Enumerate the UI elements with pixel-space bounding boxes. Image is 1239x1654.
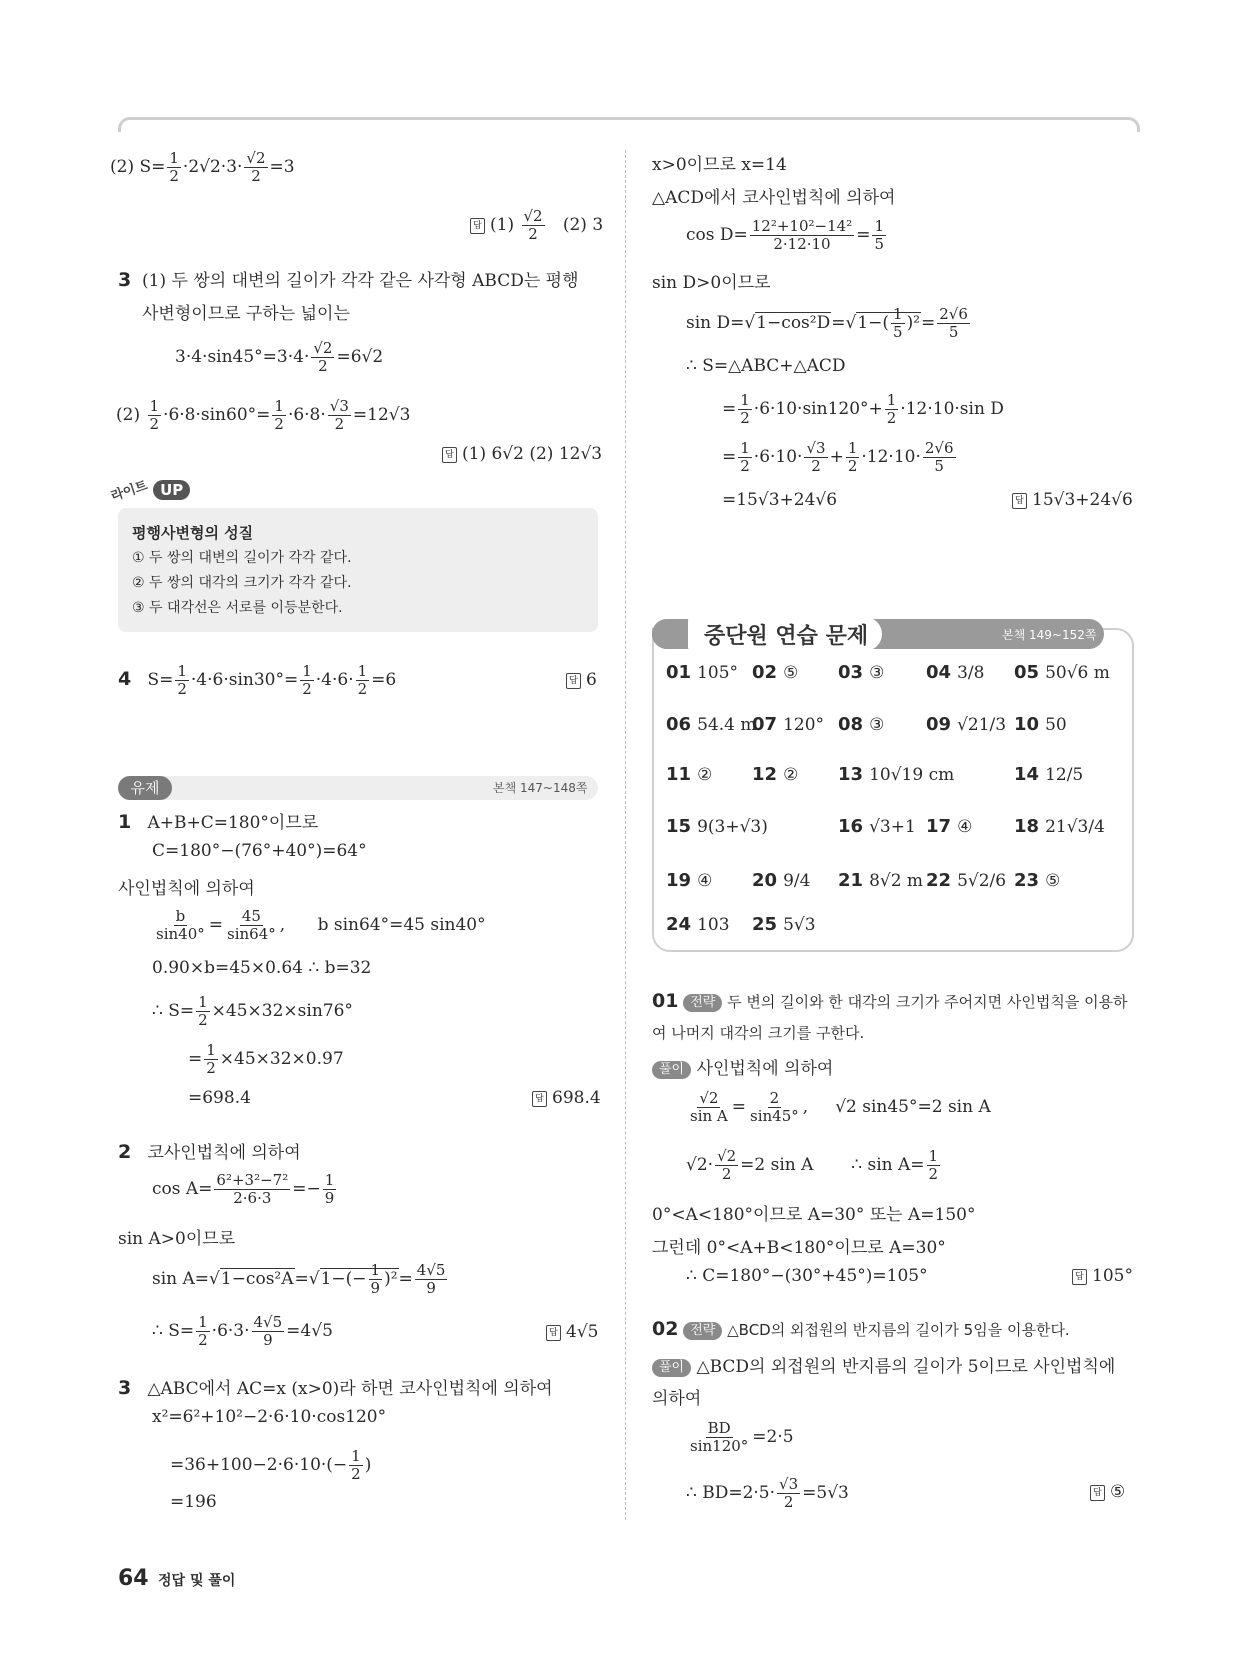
- answer-item: 01 105°: [666, 662, 739, 683]
- answer-item: 05 50√6 m: [1014, 662, 1110, 683]
- s02-strategy: 02 전략 △BCD의 외접원의 반지름의 길이가 5임을 이용한다.: [652, 1318, 1070, 1340]
- y1-line6: ∴ S= $\frac{1}{2}$ ×45×32×sin76°: [152, 993, 353, 1029]
- q4-answer: 답 6: [566, 670, 597, 690]
- answer-item: 06 54.4 m: [666, 714, 757, 735]
- s01-line4: 그런데 0°<A+B<180°이므로 A=30°: [652, 1238, 946, 1258]
- r-answer: 답 15√3+24√6: [1012, 490, 1133, 510]
- answer-item: 24 103: [666, 914, 730, 935]
- y2-answer: 답 4√5: [546, 1322, 598, 1342]
- y2-line1: 2 코사인법칙에 의하여: [118, 1141, 301, 1163]
- y2-line3: sin A>0이므로: [118, 1229, 236, 1249]
- s02-eq2: ∴ BD=2·5· $\frac{√3}{2}$ =5√3: [686, 1475, 849, 1511]
- y1-line1: 1 A+B+C=180°이므로: [118, 811, 319, 833]
- y1-line8: =698.4: [188, 1088, 251, 1108]
- answer-item: 18 21√3/4: [1014, 816, 1105, 837]
- s01-strategy2: 여 나머지 대각의 크기를 구한다.: [652, 1024, 865, 1042]
- answer-item: 11 ②: [666, 764, 713, 785]
- y1-line5: 0.90×b=45×0.64 ∴ b=32: [152, 958, 372, 978]
- q3-line4: (2) $\frac{1}{2}$ ·6·8·sin60°= $\frac{1}{2}$ ·6·8· $\frac{√3}{2}$ =12√3: [116, 397, 411, 433]
- footer-label: 정답 및 풀이: [158, 1573, 236, 1589]
- y3-line2: x²=6²+10²−2·6·10·cos120°: [152, 1407, 387, 1427]
- r-line1: x>0이므로 x=14: [652, 155, 787, 175]
- answer-item: 21 8√2 m: [838, 870, 924, 891]
- q4-line: 4 S= $\frac{1}{2}$ ·4·6·sin30°= $\frac{1}{2}$ ·4·6· $\frac{1}{2}$ =6: [118, 662, 397, 698]
- tip-title: 평행사변형의 성질: [132, 524, 254, 542]
- r-line6: ∴ S=△ABC+△ACD: [686, 356, 846, 376]
- q3-line1: 3 (1) 두 쌍의 대변의 길이가 각각 같은 사각형 ABCD는 평행: [118, 269, 579, 291]
- top-border: [118, 117, 1140, 132]
- section-header: [652, 617, 1104, 651]
- answer-item: 23 ⑤: [1014, 870, 1061, 891]
- r-line9: =15√3+24√6: [722, 490, 838, 510]
- s01-sol: 풀이 사인법칙에 의하여: [652, 1054, 833, 1079]
- answer-item: 16 √3+1: [838, 816, 916, 837]
- answer-item: 17 ④: [926, 816, 973, 837]
- s02-answer: 답 ⑤: [1090, 1482, 1125, 1502]
- answer-item: 22 5√2/6: [926, 870, 1007, 891]
- s01-strategy: 01 전략 두 변의 길이와 한 대각의 크기가 주어지면 사인법칙을 이용하: [652, 990, 1128, 1012]
- s01-line3: 0°<A<180°이므로 A=30° 또는 A=150°: [652, 1205, 976, 1225]
- answer-item: 04 3/8: [926, 662, 985, 683]
- s01-eq1: $\frac{√2}{\text{sin A}}$ = $\frac{2}{\sin 45^\circ}$ , √2 sin45°=2 sin A: [690, 1089, 991, 1125]
- y2-line2: cos A= $\frac{\text{6²+3²−7²}}{2\cdot 6\cdot 3}$ =− $\frac{1}{9}$: [152, 1171, 335, 1207]
- answer-item: 08 ③: [838, 714, 885, 735]
- r-line3: cos D= $\frac{\text{12²+10²−14²}}{2\cdot 12\cdot 10}$ = $\frac{1}{5}$: [686, 217, 884, 253]
- s01-line5: ∴ C=180°−(30°+45°)=105°: [686, 1266, 928, 1286]
- y2-line5: ∴ S= $\frac{1}{2}$ ·6·3· $\frac{4√5}{9}$ =4√5: [152, 1313, 333, 1349]
- y3-line4: =196: [170, 1492, 217, 1512]
- y3-line1: 3 △ABC에서 AC=x (x>0)라 하면 코사인법칙에 의하여: [118, 1377, 553, 1399]
- r-line4: sin D>0이므로: [652, 273, 771, 293]
- q3-line2: 사변형이므로 구하는 넓이는: [142, 304, 350, 324]
- y1-line7: = $\frac{1}{2}$ ×45×32×0.97: [188, 1041, 344, 1077]
- tip-item: ③ 두 대각선은 서로를 이등분한다.: [132, 600, 343, 616]
- page-footer: [118, 1566, 235, 1591]
- section-ref: 본책 149~152쪽: [1002, 628, 1097, 642]
- answer-item: 07 120°: [752, 714, 825, 735]
- r-line2: △ACD에서 코사인법칙에 의하여: [652, 188, 896, 208]
- s02-sol: 풀이 △BCD의 외접원의 반지름의 길이가 5이므로 사인법칙에: [652, 1352, 1115, 1377]
- s02-sol2: 의하여: [652, 1389, 702, 1409]
- yuje-ref: 본책 147~148쪽: [493, 781, 588, 795]
- answer-item: 19 ④: [666, 870, 713, 891]
- p2-line: (2) S= $\frac{1}{2}$ ·2√2·3· $\frac{√2}{2}$ =3: [110, 149, 295, 185]
- y1-line4: $\frac{b}{\sin 40^\circ}$ = $\frac{45}{\sin 64^\circ}$ , b sin64°=45 sin40°: [156, 907, 486, 943]
- tip-item: ② 두 쌍의 대각의 크기가 각각 같다.: [132, 575, 352, 591]
- yuje-label: 유제: [118, 776, 172, 800]
- tip-badge: 라이트 UP: [110, 480, 190, 500]
- answer-item: 03 ③: [838, 662, 885, 683]
- answer-item: 02 ⑤: [752, 662, 799, 683]
- answer-item: 09 √21/3: [926, 714, 1007, 735]
- s01-eq2: √2· $\frac{√2}{2}$ =2 sin A ∴ sin A= $\frac{1}{2}$: [686, 1147, 939, 1183]
- tip-item: ① 두 쌍의 대변의 길이가 각각 같다.: [132, 550, 352, 566]
- q3-answer: 답 (1) 6√2 (2) 12√3: [442, 444, 602, 464]
- answer-item: 20 9/4: [752, 870, 811, 891]
- y3-line3: =36+100−2·6·10·(− $\frac{1}{2}$ ): [170, 1447, 372, 1483]
- s02-eq1: $\frac{BD}{\sin 120^\circ}$ =2·5: [690, 1419, 794, 1455]
- y1-line3: 사인법칙에 의하여: [118, 879, 255, 899]
- column-divider: [625, 150, 626, 1520]
- section-title: 중단원 연습 문제: [704, 624, 869, 649]
- answer-item: 10 50: [1014, 714, 1067, 735]
- answer-item: 13 10√19 cm: [838, 764, 955, 785]
- y2-line4: sin A=√1−cos²A=√1−(− $\frac{1}{9}$ )²= $\frac{4√5}{9}$: [152, 1261, 446, 1297]
- page-number: 64: [118, 1566, 149, 1591]
- s01-answer: 답 105°: [1072, 1266, 1133, 1286]
- answer-item: 25 5√3: [752, 914, 816, 935]
- answer-item: 14 12/5: [1014, 764, 1084, 785]
- y1-answer: 답 698.4: [532, 1088, 601, 1108]
- r-line7: = $\frac{1}{2}$ ·6·10·sin120°+ $\frac{1}{2}$ ·12·10·sin D: [722, 391, 1004, 427]
- q3-line3: 3·4·sin45°=3·4· $\frac{√2}{2}$ =6√2: [175, 339, 384, 375]
- r-line8: = $\frac{1}{2}$ ·6·10· $\frac{√3}{2}$ + $\frac{1}{2}$ ·12·10· $\frac{2√6}{5}$: [722, 439, 954, 475]
- answer-item: 12 ②: [752, 764, 799, 785]
- answer-item: 15 9(3+√3): [666, 816, 768, 837]
- r-line5: sin D=√1−cos²D=√1−( $\frac{1}{5}$ )²= $\frac{2√6}{5}$: [686, 305, 968, 341]
- y1-line2: C=180°−(76°+40°)=64°: [152, 841, 367, 861]
- p2-answer: 답 (1) $\frac{√2}{2}$ (2) 3: [470, 208, 603, 243]
